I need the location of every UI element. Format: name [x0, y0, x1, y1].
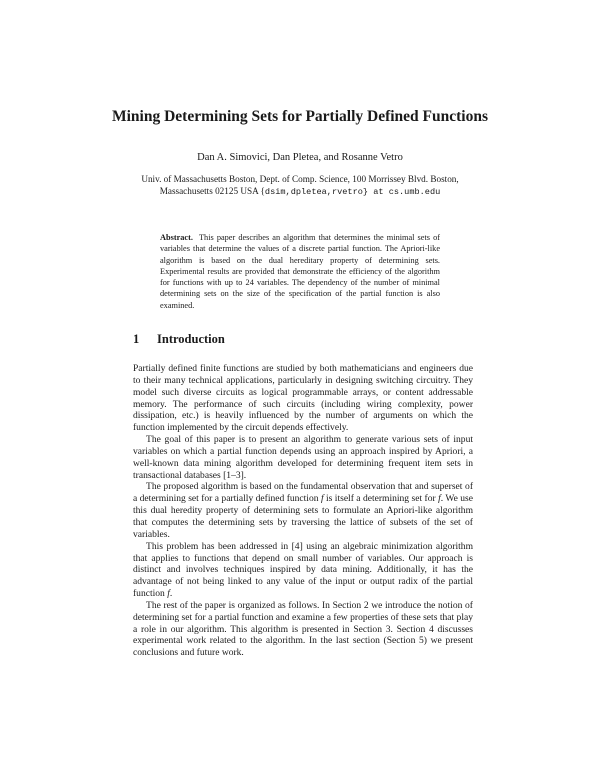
- paragraph-2: The goal of this paper is to present an algorithm to generate various sets of input variables on which a partial function depends using an approach inspired by Apriori, a well-known data mining algorithm developed for determining frequent item sets in transactional databases [1–3].: [133, 434, 473, 481]
- math-f: f: [438, 493, 441, 505]
- author-list: Dan A. Simovici, Dan Pletea, and Rosanne Vetro: [197, 152, 403, 163]
- paragraph-4-part-a: This problem has been addressed in [4] using an algebraic minimization algorithm that applies to functions that depend on small number of variables. Our approach is distinct and involves techniques inspired by data mining. Additionally, it has the advantage of not being linked to any value of the input or output radix of the partial function: [133, 540, 473, 600]
- paragraph-5: The rest of the paper is organized as follows. In Section 2 we introduce the notion of determining set for a partial function and examine a few properties of these sets that play a role in our algorithm. This algorithm is presented in Section 3. Section 4 discusses experimental work related to the algorithm. In the last section (Section 5) we present conclusions and future work.: [133, 599, 473, 659]
- section-heading-introduction: [133, 332, 225, 347]
- math-f: f: [167, 588, 170, 600]
- abstract-text: This paper describes an algorithm that determines the minimal sets of variables that determine the values of a discrete partial function. The Apriori-like algorithm is based on the dual hereditary property of determining sets. Experimental results are provided that demonstrate the efficiency of the algorithm for functions with up to 24 variables. The dependency of the number of minimal determining sets on the size of the specification of the partial function is also examined.: [160, 233, 440, 310]
- math-f: f: [320, 493, 324, 505]
- abstract: [160, 232, 440, 311]
- introduction-body: [133, 363, 473, 659]
- section-number: 1: [133, 332, 140, 346]
- affiliation-line-1: Univ. of Massachusetts Boston, Dept. of Comp. Science, 100 Morrissey Blvd. Boston,: [141, 174, 459, 184]
- paragraph-3-part-c: . We use this dual heredity property of determining sets to formulate an Apriori-like algorithm that computes the determining sets by traversing the lattice of subsets of the set of variables.: [133, 493, 473, 540]
- affiliation-prefix: Massachusetts 02125 USA {: [159, 186, 265, 196]
- paragraph-4-part-b: .: [169, 588, 173, 600]
- paragraph-4: [133, 541, 473, 600]
- affiliation-line-2: [100, 185, 500, 198]
- affiliation-emails: dsim,dpletea,rvetro: [264, 187, 363, 197]
- affiliation: [100, 173, 500, 198]
- affiliation-domain: } at cs.umb.edu: [362, 187, 441, 197]
- paper-title: Mining Determining Sets for Partially Defined Functions: [112, 108, 488, 125]
- abstract-label: Abstract.: [160, 233, 193, 242]
- paragraph-3-part-a: The proposed algorithm is based on the fundamental observation that and superset of a determining set for a partially defined function: [133, 481, 473, 505]
- paragraph-3: [133, 481, 473, 540]
- paragraph-1: Partially defined finite functions are studied by both mathematicians and engineers due to their many technical applications, particularly in designing switching circuitry. They model such diverse circuits as logical programmable arrays, or content addressable memory. The performance of such circuits (including wiring complexity, power dissipation, etc.) is heavily influenced by the number of arguments on which the function implemented by the circuit depends effectively.: [133, 363, 473, 434]
- section-title: Introduction: [157, 332, 225, 346]
- paragraph-3-part-b: is itself a determining set for: [323, 493, 439, 505]
